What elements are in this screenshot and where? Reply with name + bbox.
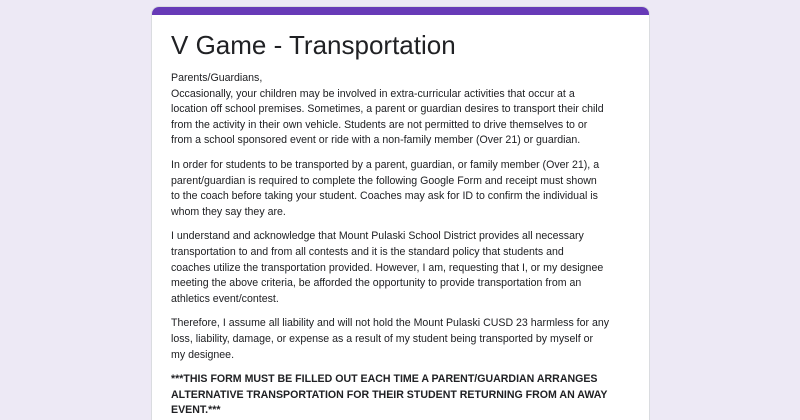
description-line: from the activity in their own vehicle. Students are not permitted to drive themselves to or — [171, 118, 588, 131]
description-line: transportation to and from all contests and it is the standard policy that students and — [171, 245, 564, 258]
form-header-body — [171, 29, 633, 420]
form-description — [171, 71, 633, 419]
description-line: ***THIS FORM MUST BE FILLED OUT EACH TIME A PARENT/GUARDIAN ARRANGES — [171, 373, 598, 386]
form-accent-bar — [152, 7, 649, 15]
description-line: meeting the above criteria, be afforded the opportunity to provide transportation from an — [171, 277, 582, 290]
description-line: location off school premises. Sometimes, a parent or guardian desires to transport their child — [171, 103, 604, 116]
description-line: coaches utilize the transportation provided. However, I am, requesting that I, or my designee — [171, 261, 604, 274]
description-line: athletics event/contest. — [171, 292, 279, 305]
description-line: I understand and acknowledge that Mount Pulaski School District provides all necessary — [171, 230, 584, 243]
description-paragraph-notice — [171, 372, 633, 419]
description-line: EVENT.*** — [171, 404, 221, 417]
description-line: my designee. — [171, 348, 235, 361]
description-line: In order for students to be transported by a parent, guardian, or family member (Over 21), a — [171, 158, 600, 171]
description-line: Therefore, I assume all liability and will not hold the Mount Pulaski CUSD 23 harmless for any — [171, 317, 610, 330]
description-line: loss, liability, damage, or expense as a result of my student being transported by myself or — [171, 332, 593, 345]
form-title: V Game - Transportation — [171, 30, 456, 60]
description-line: whom they say they are. — [171, 205, 286, 218]
form-header-card — [151, 6, 650, 420]
description-line: parent/guardian is required to complete the following Google Form and receipt must shown — [171, 174, 597, 187]
description-paragraph-liability — [171, 316, 633, 363]
description-paragraph-greeting — [171, 71, 633, 149]
description-line: to the coach before taking your student. Coaches may ask for ID to confirm the individual is — [171, 190, 598, 203]
description-line: Occasionally, your children may be involved in extra-curricular activities that occur at a — [171, 87, 575, 100]
description-paragraph-acknowledgement — [171, 229, 633, 307]
description-paragraph-requirement — [171, 158, 633, 220]
description-line: Parents/Guardians, — [171, 72, 263, 84]
description-line: ALTERNATIVE TRANSPORTATION FOR THEIR STUDENT RETURNING FROM AN AWAY — [171, 388, 608, 401]
description-line: from a school sponsored event or ride with a non-family member (Over 21) or guardian. — [171, 134, 581, 147]
